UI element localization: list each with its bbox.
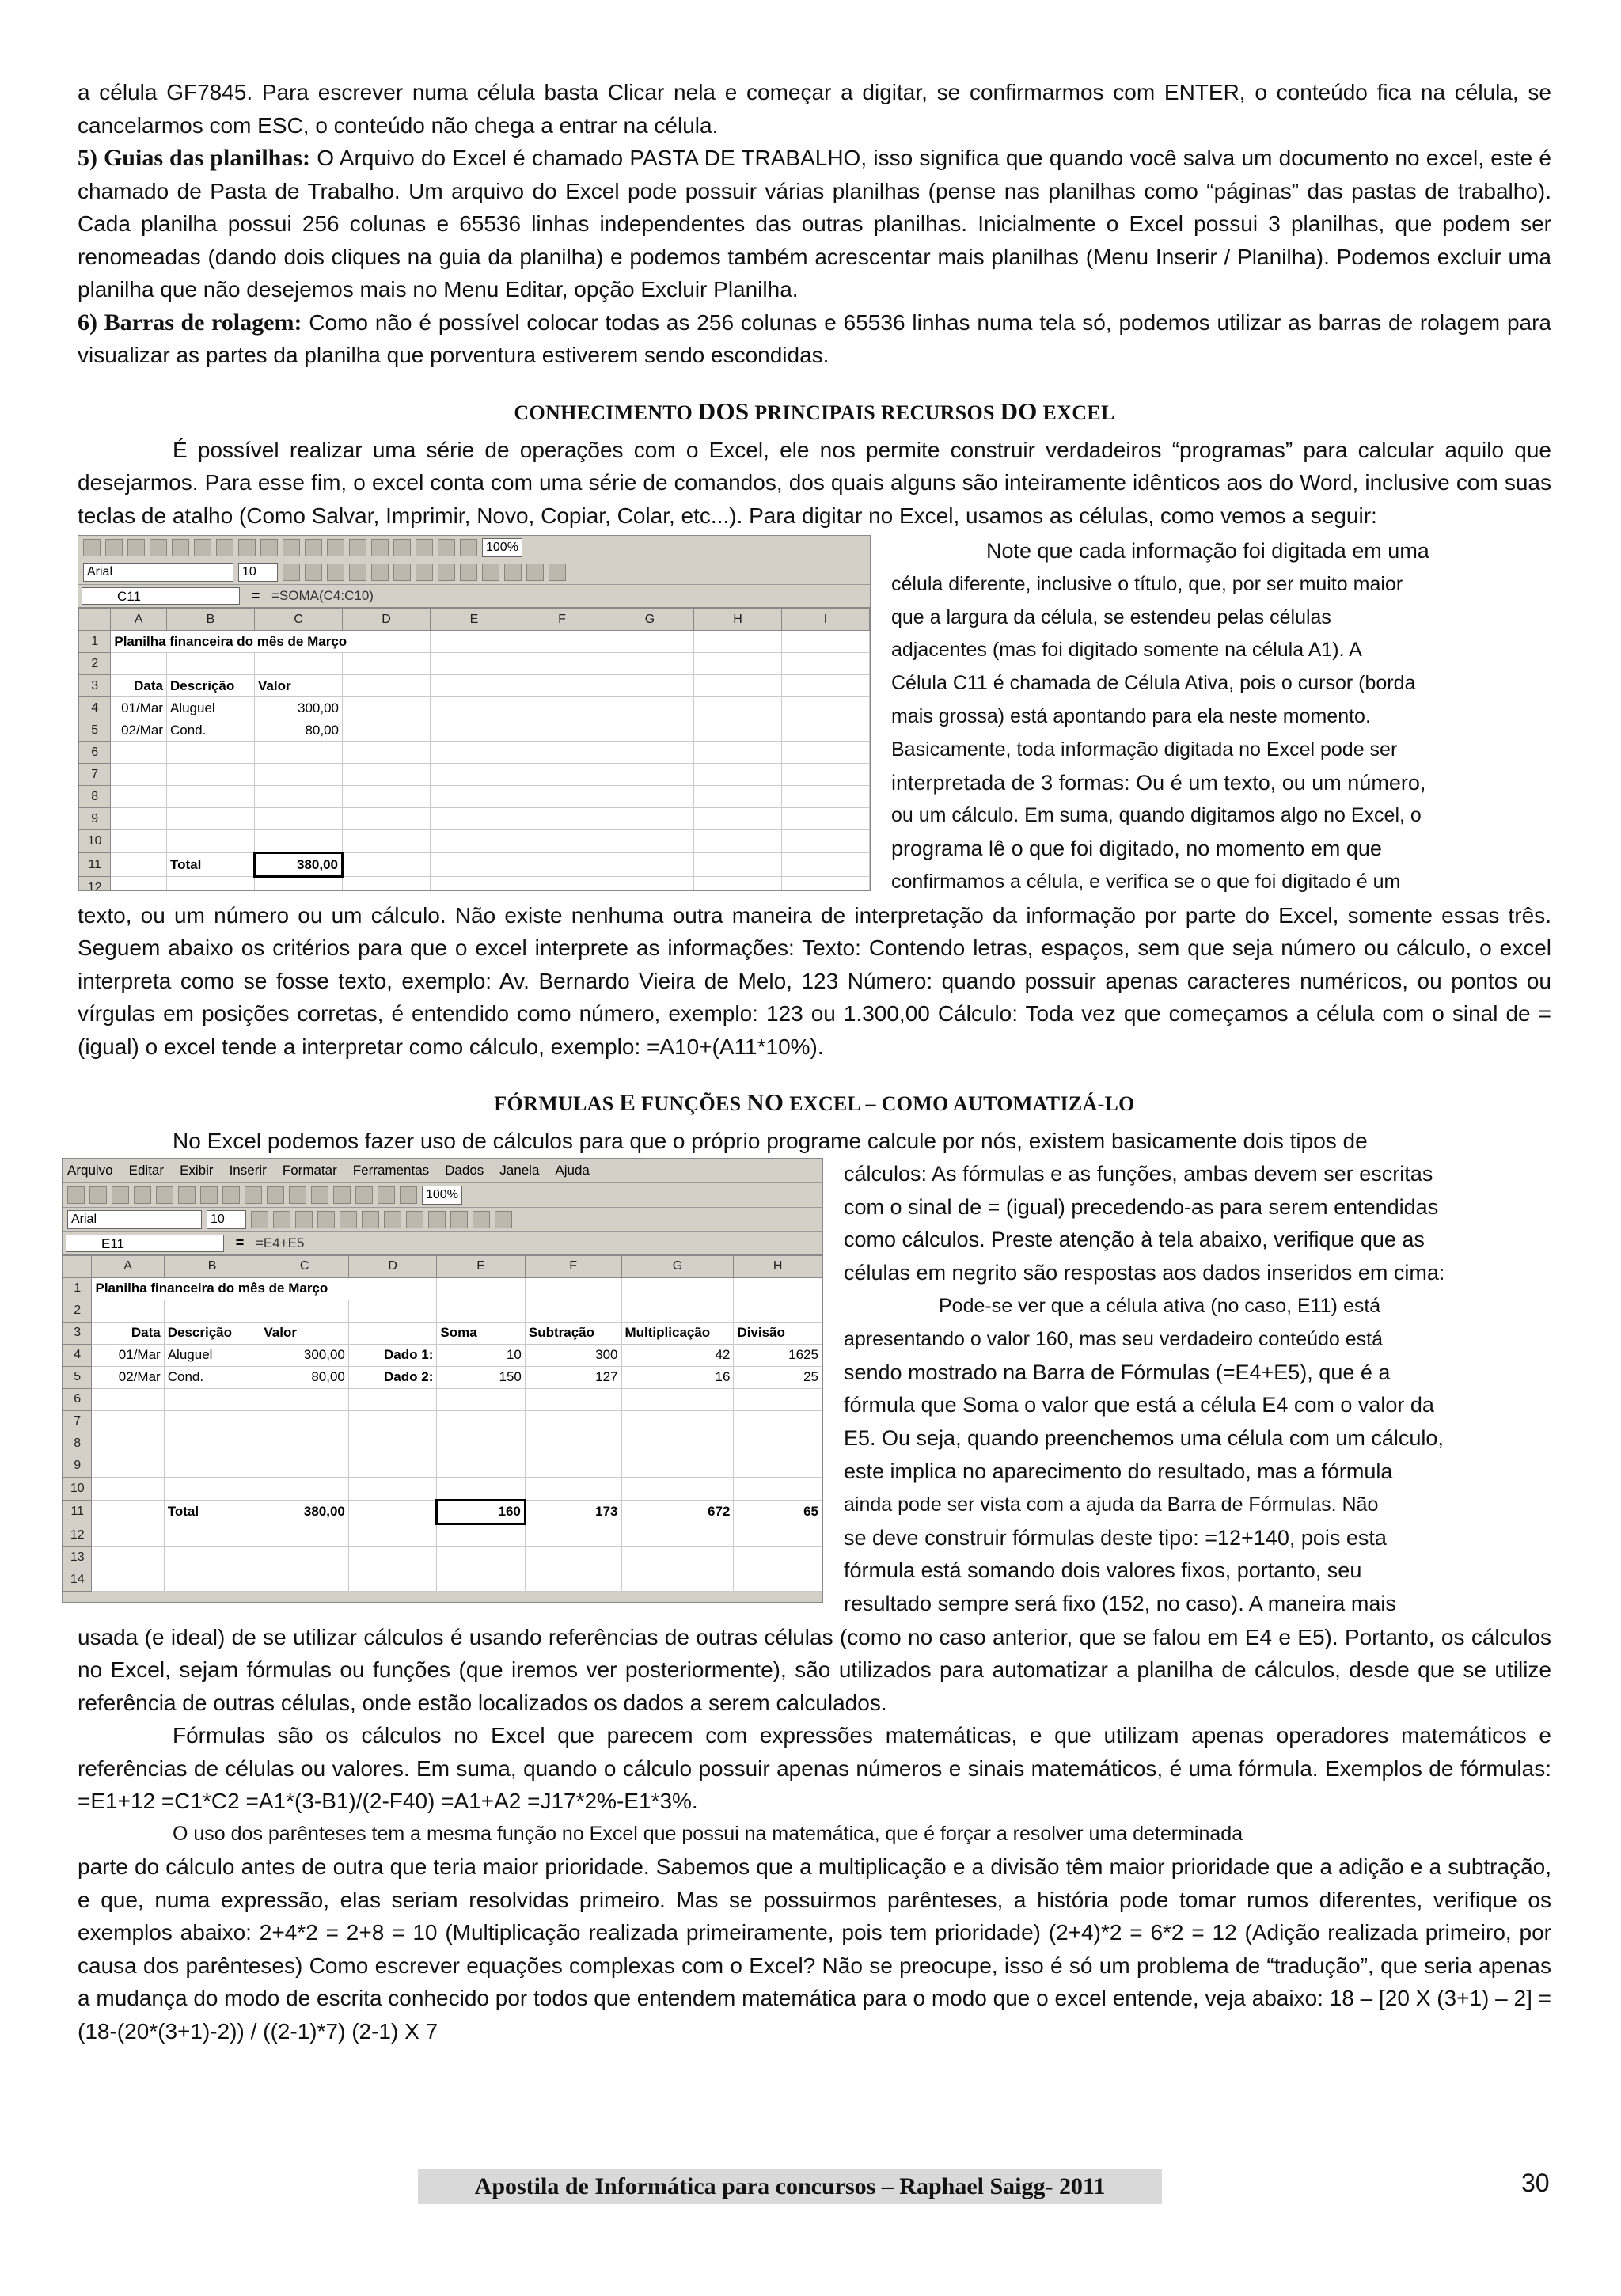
sheet-grid-2[interactable]: A B C D E F G H 1 Planilha financeira do mês de Março 2 3 Data Descrição Valor Soma Subtração Multiplicação Divisão 4 01/Mar Aluguel 300,00 Dado 1: 10 300 42 1625 5 02/Mar Cond. 80,00 Dado 2: 150 127 16 25 6 7 8 9 10 11 Total 380,00 160 173 672 65 12 13 14 (63, 1255, 822, 1592)
figure1-caption: Note que cada informação foi digitada em uma célula diferente, inclusive o título, que, por ser muito maior que a largura da célula, se estendeu pelas células adjacentes (mas foi digitado somente na célula A1). A Célula C11 é chamada de Célula Ativa, pois o cursor (borda mais grossa) está apontando para ela neste momento. Basicamente, toda informação digitada no Excel pode ser interpretada de 3 formas: Ou é um texto, ou um número, ou um cálculo. Em suma, quando digitamos algo no Excel, o programa lê o que foi digitado, no momento em que confirmamos a célula, e verifica se o que foi digitado é um (891, 539, 1429, 893)
formula-text[interactable]: =SOMA(C4:C10) (271, 588, 374, 603)
formula-text-2[interactable]: =E4+E5 (256, 1235, 305, 1250)
footer-title: Apostila de Informática para concursos – Raphael Saigg- 2011 (418, 2169, 1162, 2204)
page-content (67, 76, 1552, 2047)
toolbar-format-2 (63, 1208, 822, 1232)
menu-formatar[interactable]: Formatar (282, 1162, 337, 1178)
menu-dados[interactable]: Dados (445, 1162, 484, 1178)
paragraph-formulas-intro: No Excel podemos fazer uso de cálculos para que o próprio programe calcule por nós, existem basicamente dois tipos de (173, 1129, 1368, 1154)
paragraph-guias (78, 142, 1551, 306)
font-combo[interactable]: Arial (83, 563, 233, 582)
toolbar-format (78, 560, 870, 585)
size-combo[interactable]: 10 (238, 563, 278, 582)
menu-inserir[interactable]: Inserir (229, 1162, 267, 1178)
page-number: 30 (1521, 2169, 1550, 2197)
text-barras: Como não é possível colocar todas as 256 colunas e 65536 linhas numa tela só, podemos utilizar as barras de rolagem para visualizar as partes da planilha que porventura estiverem sendo escondidas. (78, 309, 1551, 367)
formula-bar (78, 585, 870, 608)
active-cell-c11[interactable]: 380,00 (254, 853, 342, 877)
figure2-row (67, 1158, 1551, 1621)
menu-editar[interactable]: Editar (128, 1162, 165, 1178)
figure1-row (78, 535, 1551, 899)
name-box-2[interactable]: E11 (66, 1235, 224, 1252)
menu-bar (63, 1159, 822, 1183)
menu-arquivo[interactable]: Arquivo (67, 1162, 113, 1178)
paragraph-criterios: texto, ou um número ou um cálculo. Não existe nenhuma outra maneira de interpretação da informação por parte do Excel, somente essas três. Seguem abaixo os critérios para que o excel interprete as informações: Texto: Contendo letras, espaços, sem que seja número ou cálculo, o excel interpreta como se fosse texto, exemplo: Av. Bernardo Vieira de Melo, 123 Número: quando possuir apenas caracteres numéricos, ou pontos ou vírgulas em posições corretas, é entendido como número, exemplo: 123 ou 1.300,00 Cálculo: Toda vez que começamos a célula com o sinal de = (igual) o excel tende a interpretar como cálculo, exemplo: =A10+(A11*10%). (78, 902, 1551, 1059)
name-box[interactable]: C11 (82, 587, 240, 605)
formula-bar-2 (63, 1232, 822, 1255)
figure2-caption: cálculos: As fórmulas e as funções, ambas devem ser escritas com o sinal de = (igual) precedendo-as para serem entendidas como cálculos. Preste atenção à tela abaixo, verifique que as células em negrito são respostas aos dados inseridos em cima: Pode-se ver que a célula ativa (no caso, E11) está apresentando o valor 160, mas seu verdadeiro conteúdo está sendo mostrado na Barra de Fórmulas (=E4+E5), que é a fórmula que Soma o valor que está a célula E4 com o valor da E5. Ou seja, quando preenchemos uma célula com um cálculo, este implica no aparecimento do resultado, mas a fórmula ainda pode ser vista com a ajuda da Barra de Fórmulas. Não se deve construir fórmulas deste tipo: =12+140, pois esta fórmula está somando dois valores fixos, portanto, seu resultado sempre será fixo (152, no caso). A maneira mais (844, 1161, 1445, 1616)
menu-ajuda[interactable]: Ajuda (555, 1162, 590, 1178)
zoom-combo-2[interactable]: 100% (422, 1186, 462, 1205)
paragraph-formulas-def: Fórmulas são os cálculos no Excel que parecem com expressões matemáticas, e que utilizam apenas operadores matemáticos e referências de células ou valores. Em suma, quando o cálculo possuir apenas números e sinais matemáticos, é uma fórmula. Exemplos de fórmulas: =E1+12 =C1*C2 =A1*(3-B1)/(2-F40) =A1+A2 =J17*2%-E1*3%. (78, 1723, 1551, 1814)
equals-icon-2: = (235, 1235, 245, 1251)
heading-guias: 5) Guias das planilhas: (78, 145, 311, 171)
heading-barras: 6) Barras de rolagem: (78, 309, 302, 336)
equals-icon: = (251, 587, 260, 604)
paragraph-recursos: É possível realizar uma série de operações com o Excel, ele nos permite construir verdadeiros “programas” para calcular aquilo que desejarmos. Para esse fim, o excel conta com uma série de comandos, dos quais alguns são inteiramente idênticos aos do Word, inclusive com suas teclas de atalho (Como Salvar, Imprimir, Novo, Copiar, Colar, etc...). Para digitar no Excel, usamos as células, como vemos a seguir: (78, 437, 1551, 528)
paragraph-parenteses-lead: O uso dos parênteses tem a mesma função no Excel que possui na matemática, que é forçar a resolver uma determinada (173, 1822, 1243, 1845)
font-combo-2[interactable]: Arial (67, 1210, 202, 1229)
sheet-grid-1[interactable]: A B C D E F G H I 1 Planilha financeira do mês de Março 2 3 Data Descrição Valor 4 01/Mar Aluguel 300,00 5 02/Mar Cond. 80,00 6 7 8 9 10 11 Total 380,00 12 (78, 608, 870, 891)
active-cell-e11[interactable]: 160 (437, 1500, 526, 1524)
size-combo-2[interactable]: 10 (207, 1210, 246, 1229)
toolbar-standard-2 (63, 1183, 822, 1208)
paragraph-referencias: usada (e ideal) de se utilizar cálculos é usando referências de outras células (como no caso anterior, que se falou em E4 e E5). Portanto, os cálculos no Excel, sejam fórmulas ou funções (que iremos ver posteriormente), são utilizados para automatizar a planilha de cálculos, desde que se utilize referência de outras células, onde estão localizados os dados a serem calculados. (78, 1624, 1551, 1715)
text-guias: O Arquivo do Excel é chamado PASTA DE TRABALHO, isso significa que quando você salva um documento no excel, este é chamado de Pasta de Trabalho. Um arquivo do Excel pode possuir várias planilhas (pense nas planilhas como “páginas” das pastas de trabalho). Cada planilha possui 256 colunas e 65536 linhas independentes das outras planilhas. Inicialmente o Excel possui 3 planilhas, que podem ser renomeadas (dando dois cliques na guia da planilha) e podemos também acrescentar mais planilhas (Menu Inserir / Planilha). Podemos excluir uma planilha que não desejemos mais no Menu Editar, opção Excluir Planilha. (78, 146, 1552, 302)
menu-exibir[interactable]: Exibir (180, 1162, 214, 1178)
zoom-combo[interactable]: 100% (482, 538, 522, 557)
toolbar-standard (78, 536, 870, 560)
section-title-recursos: CONHECIMENTO DOS PRINCIPAIS RECURSOS DO EXCEL (514, 397, 1115, 425)
paragraph-intro: a célula GF7845. Para escrever numa célula basta Clicar nela e começar a digitar, se confirmarmos com ENTER, o conteúdo fica na célula, se cancelarmos com ESC, o conteúdo não chega a entrar na célula. (78, 80, 1551, 138)
excel-screenshot-1 (78, 535, 871, 891)
paragraph-barras (78, 306, 1551, 372)
paragraph-parenteses: parte do cálculo antes de outra que teria maior prioridade. Sabemos que a multiplicação e a divisão têm maior prioridade que a adição e a subtração, e que, numa expressão, elas seriam resolvidas primeiro. Mas se possuirmos parênteses, a história pode tomar rumos diferentes, verifique os exemplos abaixo: 2+4*2 = 2+8 = 10 (Multiplicação realizada primeiramente, pois tem prioridade) (2+4)*2 = 6*2 = 12 (Adição realizada primeiro, por causa dos parênteses) Como escrever equações complexas com o Excel? Não se preocupe, isso é só um problema de “tradução”, que seria apenas a mudança do modo de escrita conhecido por todos que entendem matemática para o modo que o excel entende, veja abaixo: 18 – [20 X (3+1) – 2] =(18-(20*(3+1)-2)) / ((2-1)*7) (2-1) X 7 (78, 1854, 1551, 2044)
excel-screenshot-2 (62, 1158, 823, 1603)
menu-janela[interactable]: Janela (499, 1162, 540, 1178)
section-title-formulas: FÓRMULAS E FUNÇÕES NO EXCEL – COMO AUTOMATIZÁ-LO (494, 1088, 1135, 1117)
menu-ferramentas[interactable]: Ferramentas (352, 1162, 430, 1178)
